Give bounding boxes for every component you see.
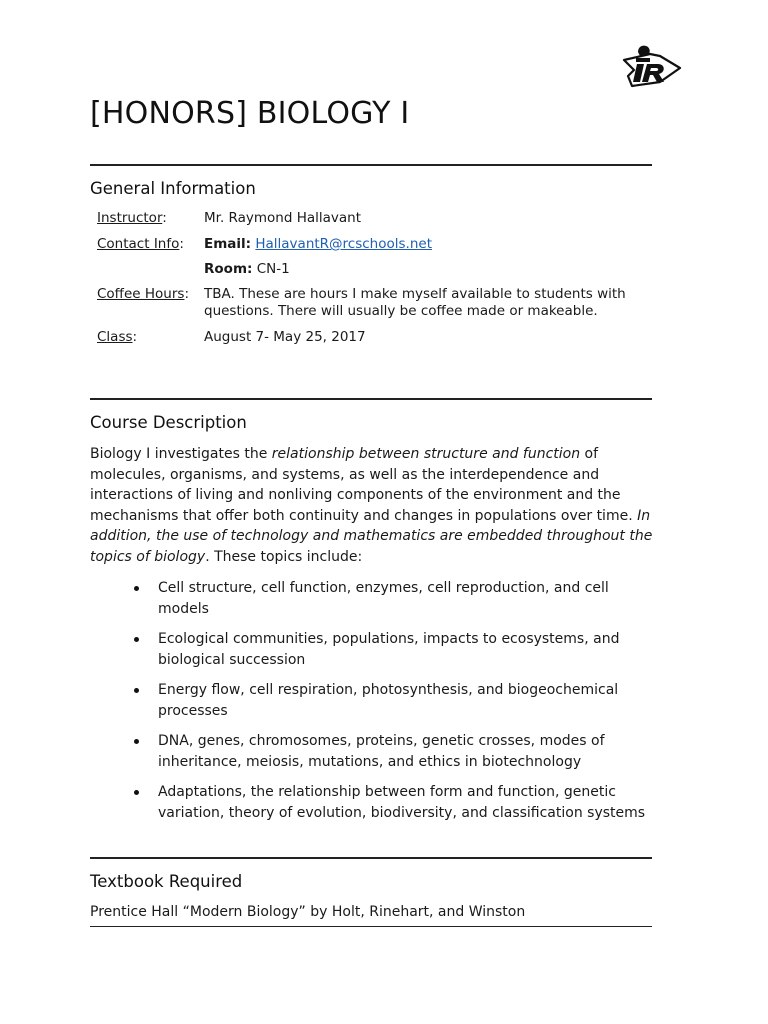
instructor-label: Instructor — [97, 210, 163, 226]
general-info-heading: General Information — [90, 179, 256, 198]
course-description-text: Biology I investigates the relationship between structure and function of molecules, organisms, and systems, as well as the interdependence and interactions of living and nonliving components of the environment and the mechanisms that offer both continuity and changes in populations over time. In addition, the use of technology and mathematics are embedded throughout the topics of biology. These topics include: — [90, 446, 653, 565]
class-dates-value: August 7- May 25, 2017 — [204, 329, 366, 345]
school-logo-icon — [620, 42, 682, 92]
textbook-value: Prentice Hall “Modern Biology” by Holt, Rinehart, and Winston — [90, 904, 526, 920]
bullet-icon — [134, 739, 139, 744]
section-divider — [90, 164, 652, 166]
bullet-icon — [134, 637, 139, 642]
topics-list — [134, 578, 654, 833]
contact-label: Contact Info — [97, 236, 180, 252]
coffee-hours-label: Coffee Hours — [97, 286, 185, 302]
list-item: DNA, genes, chromosomes, proteins, genetic crosses, modes of inheritance, meiosis, mutations, and ethics in biotechnology — [134, 731, 654, 772]
section-divider — [90, 857, 652, 859]
list-item: Cell structure, cell function, enzymes, cell reproduction, and cell models — [134, 578, 654, 619]
page-title: [HONORS] BIOLOGY I — [90, 96, 410, 131]
bullet-icon — [134, 790, 139, 795]
coffee-hours-value: TBA. These are hours I make myself available to students with questions. There will usually be coffee made or makeable. — [204, 286, 626, 319]
email-label: Email — [204, 236, 246, 252]
class-label: Class — [97, 329, 133, 345]
textbook-heading: Textbook Required — [90, 872, 243, 891]
syllabus-page: [HONORS] BIOLOGY I General Information Instructor: Mr. Raymond Hallavant Contact Info: Email: HallavantR@rcschools.net Room: CN-1 Coffee Hours: TBA. These are hours I make myself available to students with questions. There will usually be coffee made or makeable. Class: August 7- May 25, 2017 Course Description Biology I investigates the relationship between structure and function of molecules, organisms, and systems, as well as the interdependence and interactions of living and nonliving components of the environment and the mechanisms that offer both continuity and changes in populations over time. In addition, the use of technology and mathematics are embedded throughout the topics of biology. These topics include: Cell structure, cell function, enzymes, cell reproduction, and cell models Ecological communities, populations, impacts to ecosystems, and biological succession Energy flow, cell respiration, photosynthesis, and biogeochemical processes DNA, genes, chromosomes, proteins, genetic crosses, modes of inheritance, meiosis, mutations, and ethics in biotechnology Adaptations, the relationship between form and function, genetic variation, theory of evolution, biodiversity, and classification systems Textbook Required Prentice Hall “Modern Biology” by Holt, Rinehart, and Winston — [0, 0, 768, 1024]
section-divider — [90, 926, 652, 927]
list-item: Energy flow, cell respiration, photosynthesis, and biogeochemical processes — [134, 680, 654, 721]
bullet-icon — [134, 586, 139, 591]
bullet-icon — [134, 688, 139, 693]
email-link[interactable]: HallavantR@rcschools.net — [255, 236, 432, 252]
list-item: Adaptations, the relationship between form and function, genetic variation, theory of evolution, biodiversity, and classification systems — [134, 782, 654, 823]
section-divider — [90, 398, 652, 400]
instructor-value: Mr. Raymond Hallavant — [204, 210, 362, 226]
course-description-heading: Course Description — [90, 413, 247, 432]
room-value: CN-1 — [256, 261, 290, 277]
list-item: Ecological communities, populations, impacts to ecosystems, and biological succession — [134, 629, 654, 670]
room-label: Room — [204, 261, 248, 277]
